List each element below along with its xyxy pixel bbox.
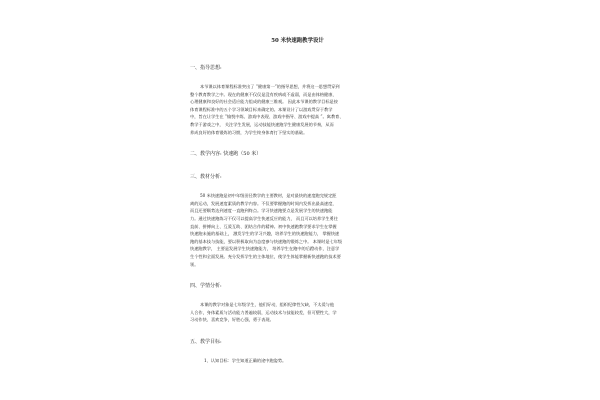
section-heading-teaching-objectives: 五、教学目标: [190, 338, 222, 345]
paragraph-line: 50 米快速跑是初中年级田径教学的主要教材，是对最快的速度跑完规定距 [200, 193, 337, 199]
paragraph-line: 快速跑未施的基础上， 激发学生的学习兴趣，培养学生的快速跑能力， 掌握快速 [190, 231, 340, 237]
section-paragraph-learner-analysis [190, 301, 405, 324]
paragraph-line: 快速跑教学， 主要是发展学生快速跑能力， 培养学生在跑中的后蹬动作，注意学 [190, 246, 340, 252]
paragraph-line: 教学于游戏之中， 关注学生发展，运动技能快速跑学生健康发展的节奏，从而 [190, 121, 334, 127]
section-paragraph-guiding-ideology [190, 83, 405, 136]
paragraph-line: 而且还要顺势达到速度一直跑到终点。学习快速跑要点是发展学生的快速跑能 [190, 208, 333, 214]
section-heading-guiding-ideology: 一、指导思想: [190, 65, 222, 71]
paragraph-line: 本课的教学对象是七年级学生，他们好动，组织纪律性欠缺，不太爱与他 [200, 302, 335, 308]
paragraph-line: 中，旨在让学生在 “愉悦中练、游戏中表现、游戏中指导、游戏中提高 ”。寓教育、 [190, 114, 344, 120]
paragraph-line: 习动作快、喜欢竞争，好胜心强，勇于表现。 [190, 317, 274, 323]
paragraph-line: 养成良好的体育锻炼的习惯，为学生终身体育打下坚实的基础。 [190, 129, 308, 135]
objective-item: 1、认知目标：学生知道正确的途中跑姿势。 [204, 357, 287, 363]
paragraph-line: 离的运动，发展速度素质的教学内容。不仅要掌握跑的时间内发挥出最高速度， [190, 200, 337, 206]
paragraph-line: 人合作，身体素质与活动能力普遍较弱，运动技术与技能较差，但可塑性大，学 [190, 309, 337, 315]
paragraph-line: 整个教育教学之中。现在的健康不仅仅是没有疾病或不虚弱，而是由体格健康、 [190, 91, 337, 97]
paragraph-line: 体育课程标准中的五个学习领域目标来确定的。本课设计了以游戏贯穿于教学 [190, 106, 333, 112]
section-paragraph-teaching-objectives [190, 357, 405, 365]
paragraph-line: 直前、拼搏向上、互爱互助、团结合作的精神。初中快速跑教学要求学生在掌握 [190, 223, 337, 229]
paragraph-line: 本节课以体育课程标准突出了 “健康第一”的指导思想，并将这一思想贯穿到 [200, 84, 340, 89]
section-paragraph-textbook-analysis [190, 192, 405, 268]
paragraph-line: 心理健康和良好的社会适应能力组成的健康三维观。 因此本节课的教学目标是按 [190, 99, 338, 105]
document-title: 50 米快速跑教学设计 [271, 38, 324, 44]
section-heading-teaching-content: 二、教学内容: 快速跑（50 米） [190, 151, 262, 158]
section-heading-learner-analysis: 四、学情分析: [190, 283, 222, 290]
paragraph-line: 生个性和全面发展。充分发挥学生的主体地位，使学生体能掌握新快速跑的技术要 [190, 253, 341, 259]
paragraph-line: 领。 [190, 261, 199, 267]
paragraph-line: 力。通过快速跑练习不仅可以提高学生快速反应的能力， 而且可以培养学生勇往 [190, 215, 338, 221]
section-heading-textbook-analysis: 三、教材分析: [190, 174, 222, 181]
document-body [190, 36, 405, 364]
paragraph-line: 跑的基本技与技能，要以积极取向为态度参与快速跑的锻炼之中。 本课时是七年级 [190, 238, 343, 244]
